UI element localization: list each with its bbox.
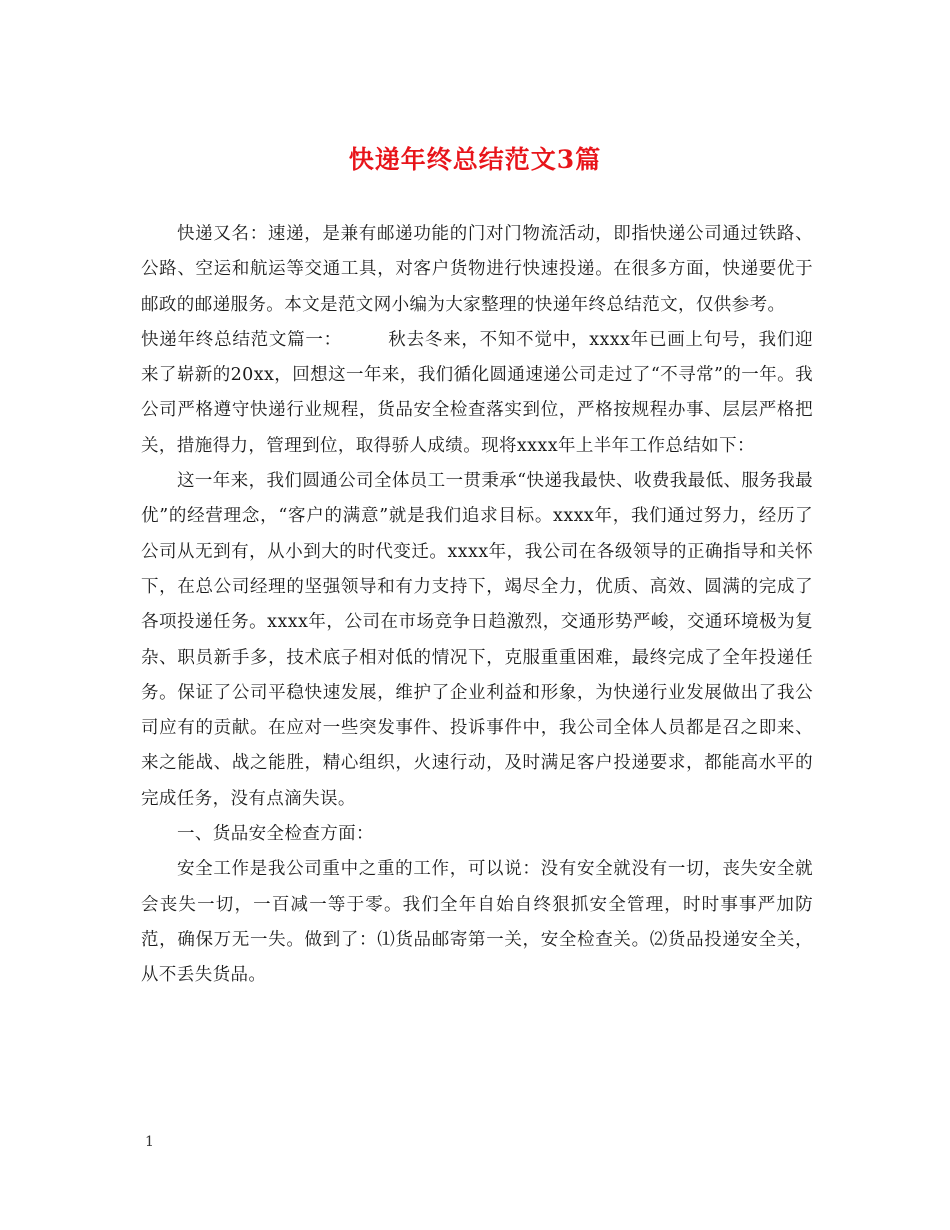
page-number: 1	[145, 1134, 154, 1150]
body-paragraph: 这一年来，我们圆通公司全体员工一贯秉承“快递我最快、收费我最低、服务我最优”的经营理念，“客户的满意”就是我们追求目标。xxxx年，我们通过努力，经历了公司从无到有，从小到大的时代变迁。xxxx年，我公司在各级领导的正确指导和关怀下，在总公司经理的坚强领导和有力支持下，竭尽全力，优质、高效、圆满的完成了各项投递任务。xxxx年，公司在市场竞争日趋激烈，交通形势严峻，交通环境极为复杂、职员新手多，技术底子相对低的情况下，克服重重困难，最终完成了全年投递任务。保证了公司平稳快速发展，维护了企业利益和形象，为快递行业发展做出了我公司应有的贡献。在应对一些突发事件、投诉事件中，我公司全体人员都是召之即来、来之能战、战之能胜，精心组织，火速行动，及时满足客户投递要求，都能高水平的完成任务，没有点滴失误。	[141, 471, 813, 809]
document-body	[141, 217, 813, 994]
section-heading: 一、货品安全检查方面：	[177, 824, 374, 845]
document-title: 快递年终总结范文3篇	[348, 145, 602, 174]
safety-paragraph: 安全工作是我公司重中之重的工作，可以说：没有安全就没有一切，丧失安全就会丧失一切，一百减一等于零。我们全年自始自终狠抓安全管理，时时事事严加防范，确保万无一失。做到了：⑴货品邮寄第一关，安全检查关。⑵货品投递安全关，从不丢失货品。	[141, 859, 813, 986]
section-one-label: 快递年终总结范文篇一：	[141, 329, 342, 350]
intro-paragraph: 快递又名：速递，是兼有邮递功能的门对门物流活动，即指快递公司通过铁路、公路、空运和航运等交通工具，对客户货物进行快速投递。在很多方面，快递要优于邮政的邮递服务。本文是范文网小编为大家整理的快递年终总结范文，仅供参考。	[141, 224, 813, 315]
section-one-paragraph	[141, 323, 813, 464]
section-one-text: 秋去冬来，不知不觉中，xxxx年已画上句号，我们迎来了崭新的20xx，回想这一年来，我们循化圆通速递公司走过了“不寻常”的一年。我公司严格遵守快递行业规程，货品安全检查落实到位，严格按规程办事、层层严格把关，措施得力，管理到位，取得骄人成绩。现将xxxx年上半年工作总结如下：	[141, 329, 813, 456]
